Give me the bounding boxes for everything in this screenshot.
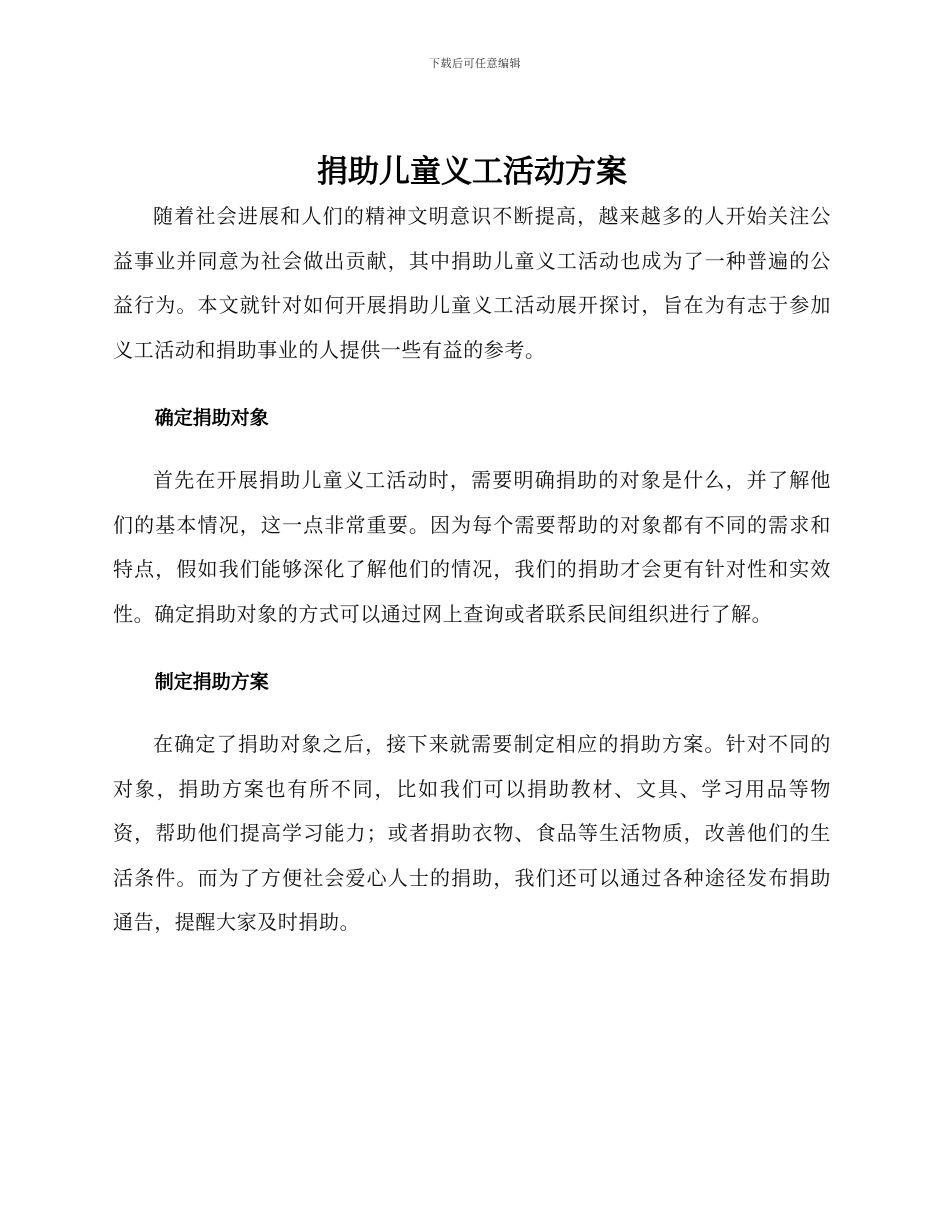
intro-paragraph: 随着社会进展和人们的精神文明意识不断提高，越来越多的人开始关注公益事业并同意为社会做出贡献，其中捐助儿童义工活动也成为了一种普遍的公益行为。本文就针对如何开展捐助儿童义工活动展开探讨，旨在为有志于参加义工活动和捐助事业的人提供一些有益的参考。 bbox=[113, 204, 831, 362]
header-note: 下载后可任意编辑 bbox=[429, 57, 521, 70]
section-paragraph-target: 首先在开展捐助儿童义工活动时，需要明确捐助的对象是什么，并了解他们的基本情况，这一点非常重要。因为每个需要帮助的对象都有不同的需求和特点，假如我们能够深化了解他们的情况，我们的捐助才会更有针对性和实效性。确定捐助对象的方式可以通过网上查询或者联系民间组织进行了解。 bbox=[113, 468, 831, 626]
section-paragraph-plan: 在确定了捐助对象之后，接下来就需要制定相应的捐助方案。针对不同的对象，捐助方案也有所不同，比如我们可以捐助教材、文具、学习用品等物资，帮助他们提高学习能力；或者捐助衣物、食品等生活物质，改善他们的生活条件。而为了方便社会爱心人士的捐助，我们还可以通过各种途径发布捐助通告，提醒大家及时捐助。 bbox=[113, 732, 831, 934]
section-heading-plan: 制定捐助方案 bbox=[154, 671, 269, 693]
document-title: 捐助儿童义工活动方案 bbox=[317, 154, 627, 190]
document-body bbox=[113, 150, 831, 945]
section-heading-target: 确定捐助对象 bbox=[154, 407, 269, 429]
